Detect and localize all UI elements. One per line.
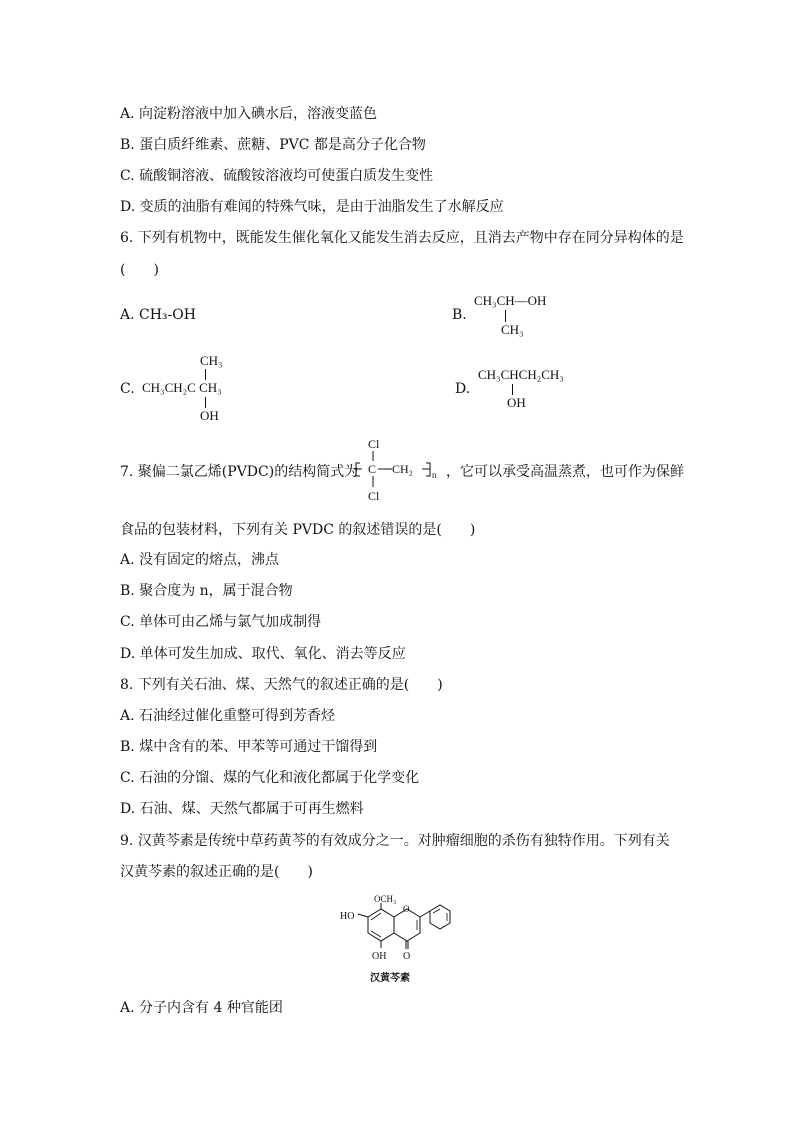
q7-stem-post: ，它可以承受高温蒸煮，也可作为保鲜 [446,464,684,480]
struct-c: C [368,462,377,476]
bond-vertical [505,310,506,322]
q6-option-d-formula [478,367,598,417]
q9-stem: 9. 汉黄芩素是传统中草药黄芩的有效成分之一。对肿瘤细胞的杀伤有独特作用。下列有关 [120,833,670,849]
wogonin-structure [334,893,464,988]
formula-main: CH₃CH—OH [474,293,547,308]
mol-o-ring: O [403,904,410,914]
pvdc-structure [354,434,444,504]
q8-option-c: C. 石油的分馏、煤的气化和液化都属于化学变化 [120,770,420,786]
formula-bottom: OH [200,408,219,423]
q9-option-a: A. 分子内含有 4 种官能团 [120,1000,283,1016]
formula-main: CH₃CH₂C CH₃ [142,380,222,395]
struct-cl-top: Cl [368,437,380,451]
struct-ch2: CH₂ [392,462,413,476]
q5-option-a: A. 向淀粉溶液中加入碘水后，溶液变蓝色 [120,106,378,122]
bond-vertical [512,384,513,395]
q8-option-b: B. 煤中含有的苯、甲苯等可通过干馏得到 [120,739,378,755]
q5-option-c: C. 硫酸铜溶液、硫酸铵溶液均可使蛋白质发生变性 [120,168,434,184]
struct-cl-bottom: Cl [368,489,380,503]
q8-option-a: A. 石油经过催化重整可得到芳香烃 [120,708,336,724]
struct-n: n [432,470,437,480]
q7-option-a: A. 没有固定的熔点，沸点 [120,552,280,568]
q6-stem-paren: ( ) [120,262,159,278]
formula-branch: CH₃ [501,322,524,337]
q6-option-d-label: D. [455,381,471,397]
formula-top: CH₃ [200,353,223,368]
mol-och3: OCH₃ [374,894,397,904]
q7-option-d: D. 单体可发生加成、取代、氧化、消去等反应 [120,646,406,662]
q7-stem-line2: 食品的包装材料，下列有关 PVDC 的叙述错误的是( ) [120,522,476,538]
formula-main: CH₃CHCH₂CH₃ [478,367,564,382]
q7-option-b: B. 聚合度为 n，属于混合物 [120,583,293,599]
q6-option-b-label: B. [452,307,467,323]
q7-stem-pre: 7. 聚偏二氯乙烯(PVDC)的结构简式为 [120,464,359,480]
bond-vertical-top [205,369,206,380]
q8-stem: 8. 下列有关石油、煤、天然气的叙述正确的是( ) [120,677,443,693]
mol-caption: 汉黄芩素 [370,973,410,984]
formula-bottom: OH [507,395,526,410]
q6-option-c-formula [142,353,252,423]
q5-option-b: B. 蛋白质纤维素、蔗糖、PVC 都是高分子化合物 [120,137,426,153]
q6-option-a: A. CH₃-OH [120,307,196,323]
mol-oh: OH [372,951,387,962]
q8-option-d: D. 石油、煤、天然气都属于可再生燃料 [120,801,364,817]
bond-vertical-bottom [205,397,206,408]
q7-option-c: C. 单体可由乙烯与氯气加成制得 [120,614,322,630]
q6-stem: 6. 下列有机物中，既能发生催化氧化又能发生消去反应，且消去产物中存在同分异构体的是 [120,230,684,246]
q6-option-c-label: C. [120,381,135,397]
q9-stem-line2: 汉黄芩素的叙述正确的是( ) [120,864,313,880]
q6-option-b-formula [474,293,584,343]
mol-o-keto: O [403,951,411,962]
mol-ho: HO [340,911,355,922]
q5-option-d: D. 变质的油脂有难闻的特殊气味，是由于油脂发生了水解反应 [120,199,504,215]
